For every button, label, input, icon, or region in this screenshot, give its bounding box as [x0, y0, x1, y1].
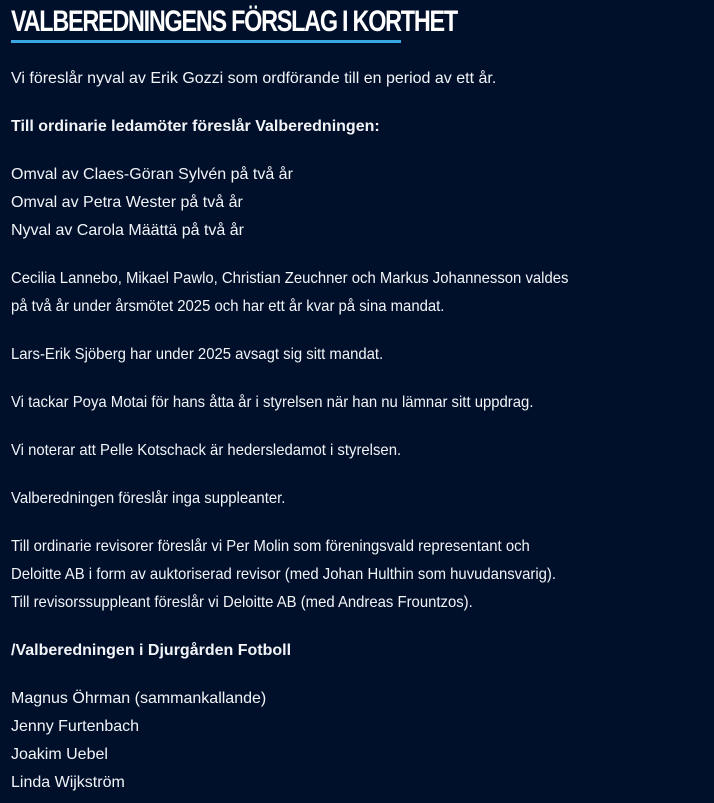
committee-member: Magnus Öhrman (sammankallande): [11, 690, 267, 707]
member-item: Omval av Petra Wester på två år: [11, 194, 243, 211]
committee-member: Linda Wijkström: [11, 774, 125, 791]
deputies-paragraph: Valberedningen föreslår inga suppleanter.: [11, 490, 286, 507]
auditors-line: Till ordinarie revisorer föreslår vi Per Molin som föreningsvald representant och: [11, 538, 530, 555]
members-heading: Till ordinarie ledamöter föreslår Valberedningen:: [11, 118, 380, 135]
committee-member: Joakim Uebel: [11, 746, 108, 763]
page-title: VALBEREDNINGENS FÖRSLAG I KORTHET: [11, 5, 457, 38]
resigned-paragraph: Lars-Erik Sjöberg har under 2025 avsagt sig sitt mandat.: [11, 346, 384, 363]
remaining-line: Cecilia Lannebo, Mikael Pawlo, Christian Zeuchner och Markus Johannesson valdes: [11, 270, 569, 287]
honorary-paragraph: Vi noterar att Pelle Kotschack är hedersledamot i styrelsen.: [11, 442, 402, 459]
title-block: [11, 0, 493, 43]
remaining-line: på två år under årsmötet 2025 och har ett år kvar på sina mandat.: [11, 298, 445, 315]
title-underline: [11, 40, 401, 43]
members-list: [11, 161, 714, 245]
committee-list: [11, 685, 714, 797]
auditors-line: Deloitte AB i form av auktoriserad revisor (med Johan Hulthin som huvudansvarig).: [11, 566, 557, 583]
auditors-line: Till revisorssuppleant föreslår vi Deloitte AB (med Andreas Frountzos).: [11, 594, 473, 611]
committee-member: Jenny Furtenbach: [11, 718, 140, 735]
thanks-paragraph: Vi tackar Poya Motai för hans åtta år i styrelsen när han nu lämnar sitt uppdrag.: [11, 394, 534, 411]
auditors-paragraph: [11, 533, 714, 617]
member-item: Nyval av Carola Määttä på två år: [11, 222, 244, 239]
member-item: Omval av Claes-Göran Sylvén på två år: [11, 166, 293, 183]
signature: /Valberedningen i Djurgården Fotboll: [11, 642, 292, 659]
chair-paragraph: Vi föreslår nyval av Erik Gozzi som ordförande till en period av ett år.: [11, 70, 497, 87]
remaining-paragraph: [11, 265, 714, 321]
